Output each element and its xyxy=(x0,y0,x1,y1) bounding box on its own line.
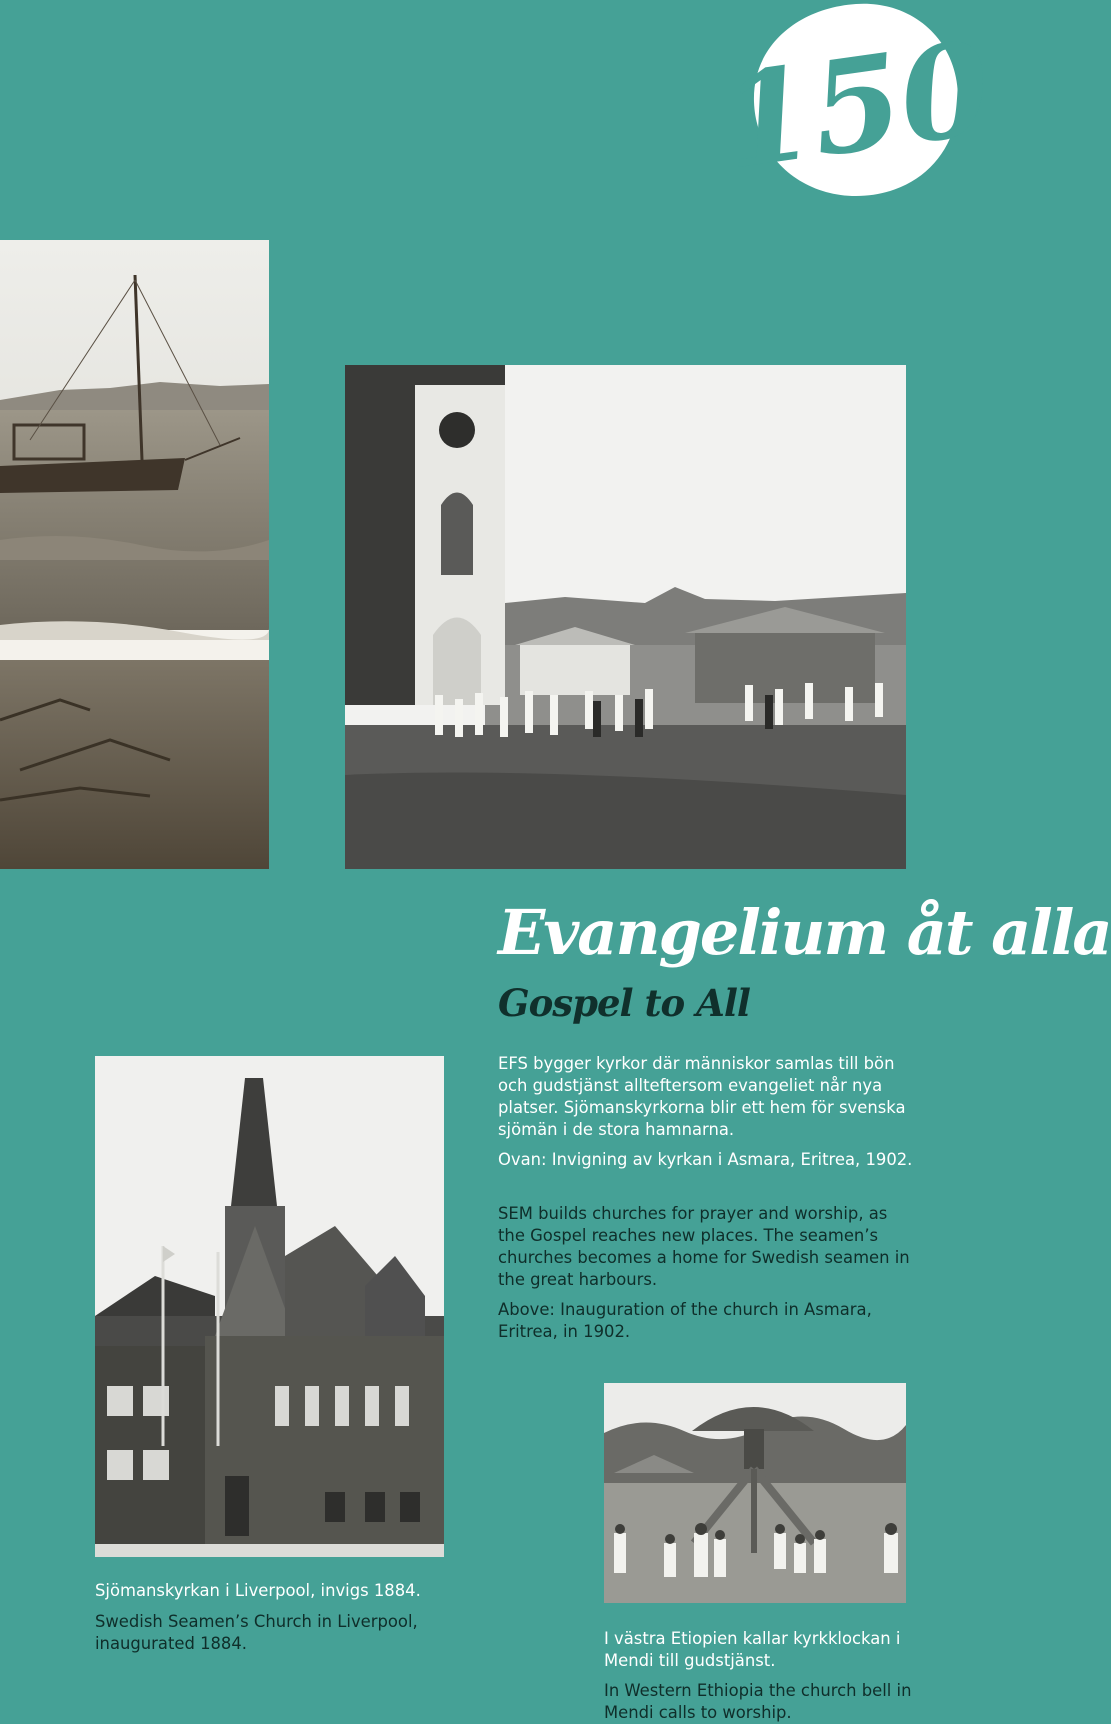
english-body-text: SEM builds churches for prayer and worship, as the Gospel reaches new places. The seamen’s churches becomes a home for Swedish seamen in the great harbours. xyxy=(498,1204,910,1289)
badge-number: 150 xyxy=(714,13,1000,199)
english-photo-caption: Above: Inauguration of the church in Asmara, Eritrea, in 1902. xyxy=(498,1300,872,1341)
swedish-photo-caption: Ovan: Invigning av kyrkan i Asmara, Eritrea, 1902. xyxy=(498,1150,913,1169)
mendi-caption-swedish: I västra Etiopien kallar kyrkklockan i Mendi till gudstjänst. xyxy=(604,1629,901,1670)
page-title: Evangelium åt alla xyxy=(498,896,1111,969)
mendi-caption-english: In Western Ethiopia the church bell in Mendi calls to worship. xyxy=(604,1681,912,1722)
sailing-ship-photo xyxy=(0,240,269,869)
anniversary-badge-icon xyxy=(714,0,1000,199)
page-subtitle: Gospel to All xyxy=(498,981,750,1025)
anniversary-badge xyxy=(714,0,1000,199)
mendi-bell-tower-photo xyxy=(604,1383,906,1603)
liverpool-church-photo xyxy=(95,1056,444,1557)
liverpool-caption-swedish: Sjömanskyrkan i Liverpool, invigs 1884. xyxy=(95,1581,421,1600)
asmara-church-photo xyxy=(345,365,906,869)
liverpool-caption-english: Swedish Seamen’s Church in Liverpool, inaugurated 1884. xyxy=(95,1612,418,1653)
swedish-body-text: EFS bygger kyrkor där människor samlas till bön och gudstjänst allteftersom evangeliet når nya platser. Sjömanskyrkorna blir ett hem för svenska sjömän i de stora hamnarna. xyxy=(498,1054,906,1139)
